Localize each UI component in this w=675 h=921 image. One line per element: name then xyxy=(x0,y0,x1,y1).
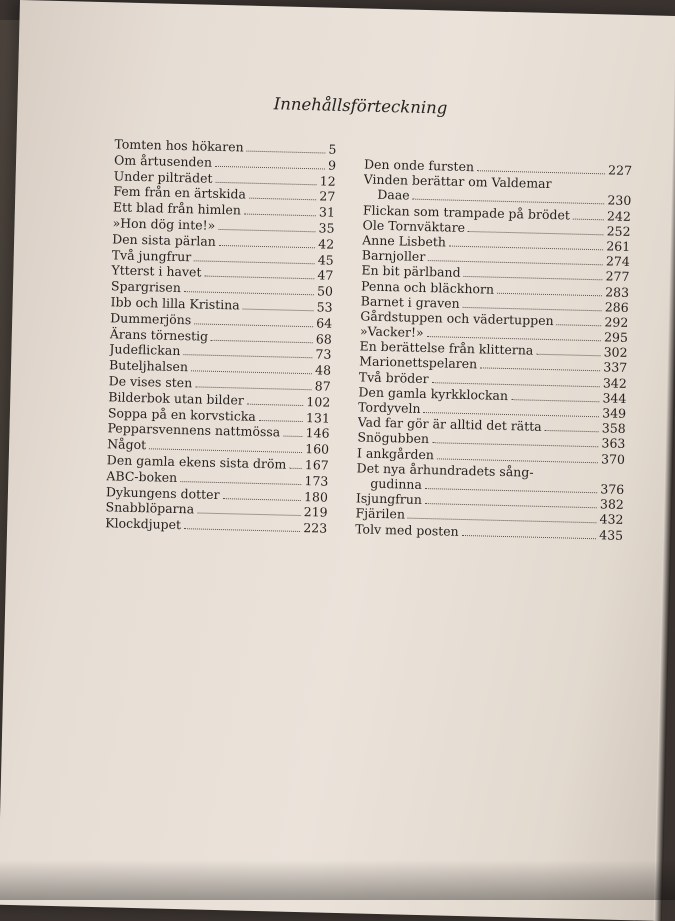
toc-leader-dots xyxy=(183,347,312,359)
toc-entry-page: 252 xyxy=(606,223,631,239)
toc-leader-dots xyxy=(259,412,303,422)
toc-leader-dots xyxy=(437,450,598,462)
toc-entry-title: Den sista pärlan xyxy=(112,231,217,249)
toc-leader-dots xyxy=(191,363,312,374)
toc-entry-page: 286 xyxy=(604,299,629,315)
toc-entry-title: Judeflickan xyxy=(109,341,181,359)
toc-entry-title: Dykungens dotter xyxy=(105,483,220,502)
toc-entry-page: 376 xyxy=(600,481,625,497)
toc-leader-dots xyxy=(215,158,325,169)
toc-entry-page: 435 xyxy=(599,526,624,543)
toc-entry-page: 261 xyxy=(606,238,631,254)
toc-entry-title: Flickan som trampade på brödet xyxy=(362,202,571,223)
toc-leader-dots xyxy=(184,521,301,532)
toc-leader-dots xyxy=(432,435,599,448)
toc-leader-dots xyxy=(463,299,602,311)
toc-entry-page: 160 xyxy=(305,441,330,457)
toc-leader-dots xyxy=(536,346,601,356)
toc-leader-dots xyxy=(184,284,314,296)
toc-entry-page: 337 xyxy=(603,359,628,376)
toc-entry-page: 302 xyxy=(603,344,628,361)
toc-left-column xyxy=(105,136,337,536)
toc-leader-dots xyxy=(423,404,599,417)
page-edge-shadow xyxy=(654,16,675,921)
toc-entry-title: Något xyxy=(106,436,147,453)
toc-leader-dots xyxy=(194,316,313,327)
toc-leader-dots xyxy=(425,496,597,509)
toc-entry-page: 47 xyxy=(317,267,334,284)
toc-entry-page: 283 xyxy=(605,283,630,300)
toc-leader-dots xyxy=(247,396,304,406)
toc-entry-page: 53 xyxy=(316,299,333,315)
toc-entry-title: Ole Tornväktare xyxy=(362,217,466,235)
toc-entry-title: Anne Lisbeth xyxy=(362,232,447,250)
toc-entry-page: 173 xyxy=(304,472,329,489)
toc-entry-title: Isjungfrun xyxy=(355,490,423,508)
toc-entry-page: 382 xyxy=(599,496,625,513)
toc-leader-dots xyxy=(243,301,314,311)
toc-leader-dots xyxy=(463,269,602,281)
toc-entry-page: 349 xyxy=(602,405,627,421)
toc-leader-dots xyxy=(511,391,600,402)
toc-entry-page: 48 xyxy=(314,362,332,378)
toc-entry-title: De vises sten xyxy=(108,373,193,391)
toc-entry-page: 292 xyxy=(604,314,629,330)
toc-leader-dots xyxy=(219,237,316,248)
toc-entry-page: 295 xyxy=(603,329,629,346)
toc-leader-dots xyxy=(222,490,301,500)
toc-entry-page: 64 xyxy=(316,315,333,331)
toc-entry-page: 45 xyxy=(317,251,334,268)
toc-leader-dots xyxy=(211,332,313,343)
toc-entry-title: Buteljhalsen xyxy=(108,357,189,375)
toc-entry-page: 50 xyxy=(316,283,334,299)
toc-entry-title: Snögubben xyxy=(357,429,430,447)
toc-entry-page: 344 xyxy=(602,390,627,406)
toc-leader-dots xyxy=(180,473,302,484)
toc-entry-page: 12 xyxy=(319,172,336,189)
toc-entry-page: 27 xyxy=(319,188,336,205)
toc-entry-page: 9 xyxy=(327,157,337,173)
toc-entry-title: Ibb och lilla Kristina xyxy=(110,294,240,313)
toc-entry-title: Klockdjupet xyxy=(105,515,182,533)
toc-leader-dots xyxy=(283,428,303,437)
toc-entry-page: 363 xyxy=(601,435,626,452)
toc-leader-dots xyxy=(425,480,598,493)
toc-entry-page: 223 xyxy=(303,520,328,536)
toc-entry-title: En bit pärlband xyxy=(361,262,461,281)
toc-entry-title: Tolv med posten xyxy=(355,520,459,539)
toc-leader-dots xyxy=(244,206,316,216)
toc-entry-page: 102 xyxy=(306,393,331,410)
toc-entry-title: Den gamla kyrkklockan xyxy=(358,384,509,403)
toc-leader-dots xyxy=(204,268,314,279)
toc-leader-dots xyxy=(462,527,597,539)
toc-entry-title: Tordyveln xyxy=(357,399,421,416)
toc-leader-dots xyxy=(195,379,312,390)
toc-entry-page: 370 xyxy=(600,450,626,467)
toc-entry-page: 274 xyxy=(605,253,630,270)
toc-entry-title: Dummerjöns xyxy=(110,310,192,328)
toc-entry-page: 277 xyxy=(605,268,630,285)
toc-entry-title: »Vacker!» xyxy=(359,323,424,341)
toc-entry-page: 146 xyxy=(305,425,330,442)
toc-entry-title: I ankgården xyxy=(356,444,435,462)
toc-entry-title: Den onde fursten xyxy=(363,156,475,175)
toc-entry-page: 432 xyxy=(599,511,624,528)
toc-entry-title: Fem från en ärtskida xyxy=(113,183,247,202)
toc-entry-page: 35 xyxy=(318,220,335,236)
toc-entry-title: Två bröder xyxy=(358,369,429,386)
toc-leader-dots xyxy=(428,253,603,266)
toc-entry-title: Ytterst i havet xyxy=(111,262,202,280)
toc-entry-title: Två jungfrur xyxy=(111,246,192,264)
toc-leader-dots xyxy=(468,223,604,235)
toc-leader-dots xyxy=(477,163,605,175)
toc-entry-title: Fjärilen xyxy=(355,505,406,522)
toc-entry-page: 5 xyxy=(328,141,337,157)
toc-leader-dots xyxy=(249,191,317,201)
toc-entry-page: 342 xyxy=(602,374,628,391)
toc-entry-title: Marionettspelaren xyxy=(359,353,478,372)
toc-entry-page: 230 xyxy=(607,192,632,209)
toc-entry-title: Ärans törnestig xyxy=(109,325,209,344)
toc-leader-dots xyxy=(289,460,302,469)
toc-entry-title: Spargrisen xyxy=(110,278,182,296)
toc-leader-dots xyxy=(149,441,302,453)
toc-leader-dots xyxy=(557,317,602,327)
toc-entry-title: Tomten hos hökaren xyxy=(114,136,244,155)
toc-entry-page: 73 xyxy=(315,346,332,363)
toc-entry-title: Vad far gör är alltid det rätta xyxy=(357,414,542,435)
toc-leader-dots xyxy=(408,510,597,523)
toc-entry-page: 242 xyxy=(606,207,632,224)
toc-entry-title: Pepparsvennens nattmössa xyxy=(107,420,281,440)
toc-entry-title: Det nya århundradets sång- xyxy=(356,460,534,480)
bottom-shadow xyxy=(0,860,675,900)
toc-leader-dots xyxy=(194,252,315,263)
toc-entry-title: Vinden berättar om Valdemar xyxy=(363,171,552,192)
toc-entry-title: Den gamla ekens sista dröm xyxy=(106,452,287,472)
toc-leader-dots xyxy=(573,211,604,220)
toc-entry-page: 42 xyxy=(318,236,335,252)
toc-entry-page: 180 xyxy=(303,488,329,505)
toc-entry-page: 358 xyxy=(601,420,626,437)
toc-entry-title: Om årtusenden xyxy=(113,152,213,170)
toc-entry-title: Barnet i graven xyxy=(360,293,460,311)
toc-entry-page: 219 xyxy=(303,504,328,520)
toc-leader-dots xyxy=(449,238,604,250)
toc-entry-page: 68 xyxy=(315,330,332,347)
toc-entry-title: Barnjoller xyxy=(361,247,426,265)
toc-entry-title: Ett blad från himlen xyxy=(112,199,242,218)
toc-entry-title: Bilderbok utan bilder xyxy=(108,389,245,408)
toc-entry-title: Penna och bläckhorn xyxy=(360,277,495,297)
toc-leader-dots xyxy=(426,329,601,342)
toc-entry-page: 87 xyxy=(314,378,331,394)
toc-leader-dots xyxy=(431,374,600,387)
toc-entry-title: Gårdstuppen och vädertuppen xyxy=(360,308,554,329)
toc-leader-dots xyxy=(497,285,602,296)
toc-entry-title: gudinna xyxy=(370,475,423,492)
toc-entry-title: Under pilträdet xyxy=(113,167,213,186)
toc-entry-page: 131 xyxy=(305,409,331,426)
page-title: Innehållsförteckning xyxy=(273,94,448,118)
toc-leader-dots xyxy=(215,174,316,185)
toc-leader-dots xyxy=(480,360,600,371)
toc-leader-dots xyxy=(545,423,599,433)
toc-leader-dots xyxy=(413,192,605,205)
toc-entry-title: Daae xyxy=(377,187,410,203)
toc-entry-title: Soppa på en korvsticka xyxy=(107,404,257,424)
toc-leader-dots xyxy=(247,143,326,153)
toc-leader-dots xyxy=(197,505,301,516)
toc-entry-title: ABC-boken xyxy=(106,467,178,485)
toc-entry-page: 227 xyxy=(607,162,633,179)
toc-right-column xyxy=(355,156,632,542)
toc-leader-dots xyxy=(218,221,316,232)
toc-entry-title: En berättelse från klitterna xyxy=(359,338,534,358)
toc-entry-title: »Hon dög inte!» xyxy=(112,215,216,233)
toc-entry-title: Snabblöparna xyxy=(105,499,195,517)
toc-entry-page: 167 xyxy=(304,457,329,473)
toc-entry-page: 31 xyxy=(318,204,336,220)
